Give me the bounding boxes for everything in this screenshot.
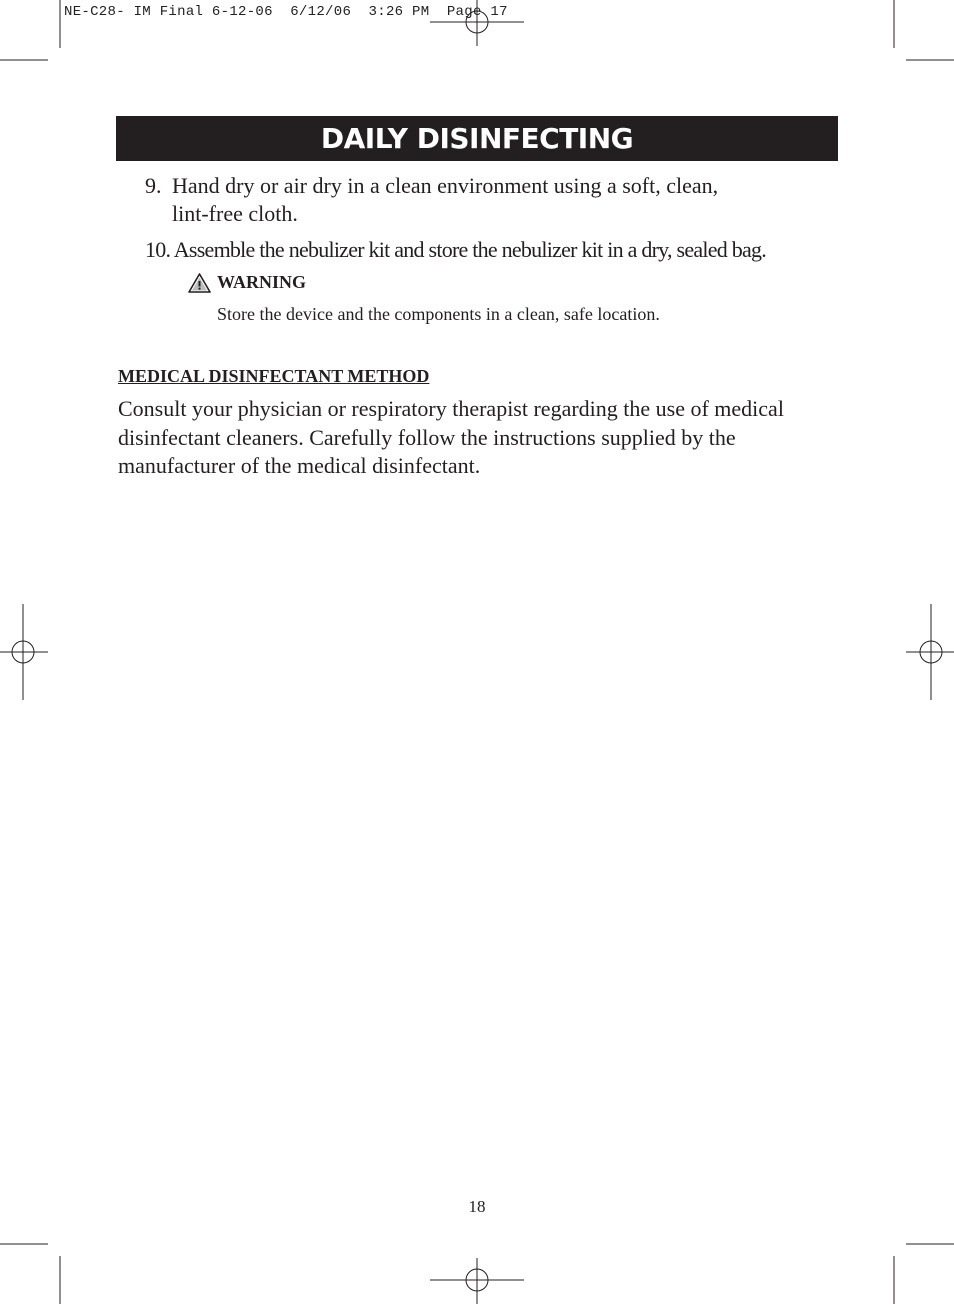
page-title: DAILY DISINFECTING: [320, 122, 634, 155]
section-body: Consult your physician or respiratory therapist regarding the use of medical disinfectant cleaners. Carefully follow the instructions supplied by the manufacturer of the medical disinfectant.: [118, 396, 784, 478]
step-number: 10.: [145, 237, 171, 262]
section-heading: MEDICAL DISINFECTANT METHOD: [118, 366, 430, 386]
warning-heading: [188, 272, 306, 293]
warning-label: WARNING: [217, 272, 307, 292]
section-title-bar: [116, 116, 838, 161]
warning-triangle-icon: [188, 273, 211, 293]
step-number: 9.: [145, 173, 162, 198]
step-text: Assemble the nebulizer kit and store the nebulizer kit in a dry, sealed bag.: [173, 237, 766, 262]
step-text-line2: lint-free cloth.: [172, 201, 298, 226]
print-slug: NE-C28- IM Final 6-12-06 6/12/06 3:26 PM Page 17: [64, 4, 508, 20]
page-number: 18: [468, 1197, 486, 1216]
step-text-line1: Hand dry or air dry in a clean environment using a soft, clean,: [172, 173, 719, 198]
step-10: [145, 236, 845, 264]
step-9: [145, 172, 835, 228]
warning-text: Store the device and the components in a clean, safe location.: [217, 304, 660, 324]
